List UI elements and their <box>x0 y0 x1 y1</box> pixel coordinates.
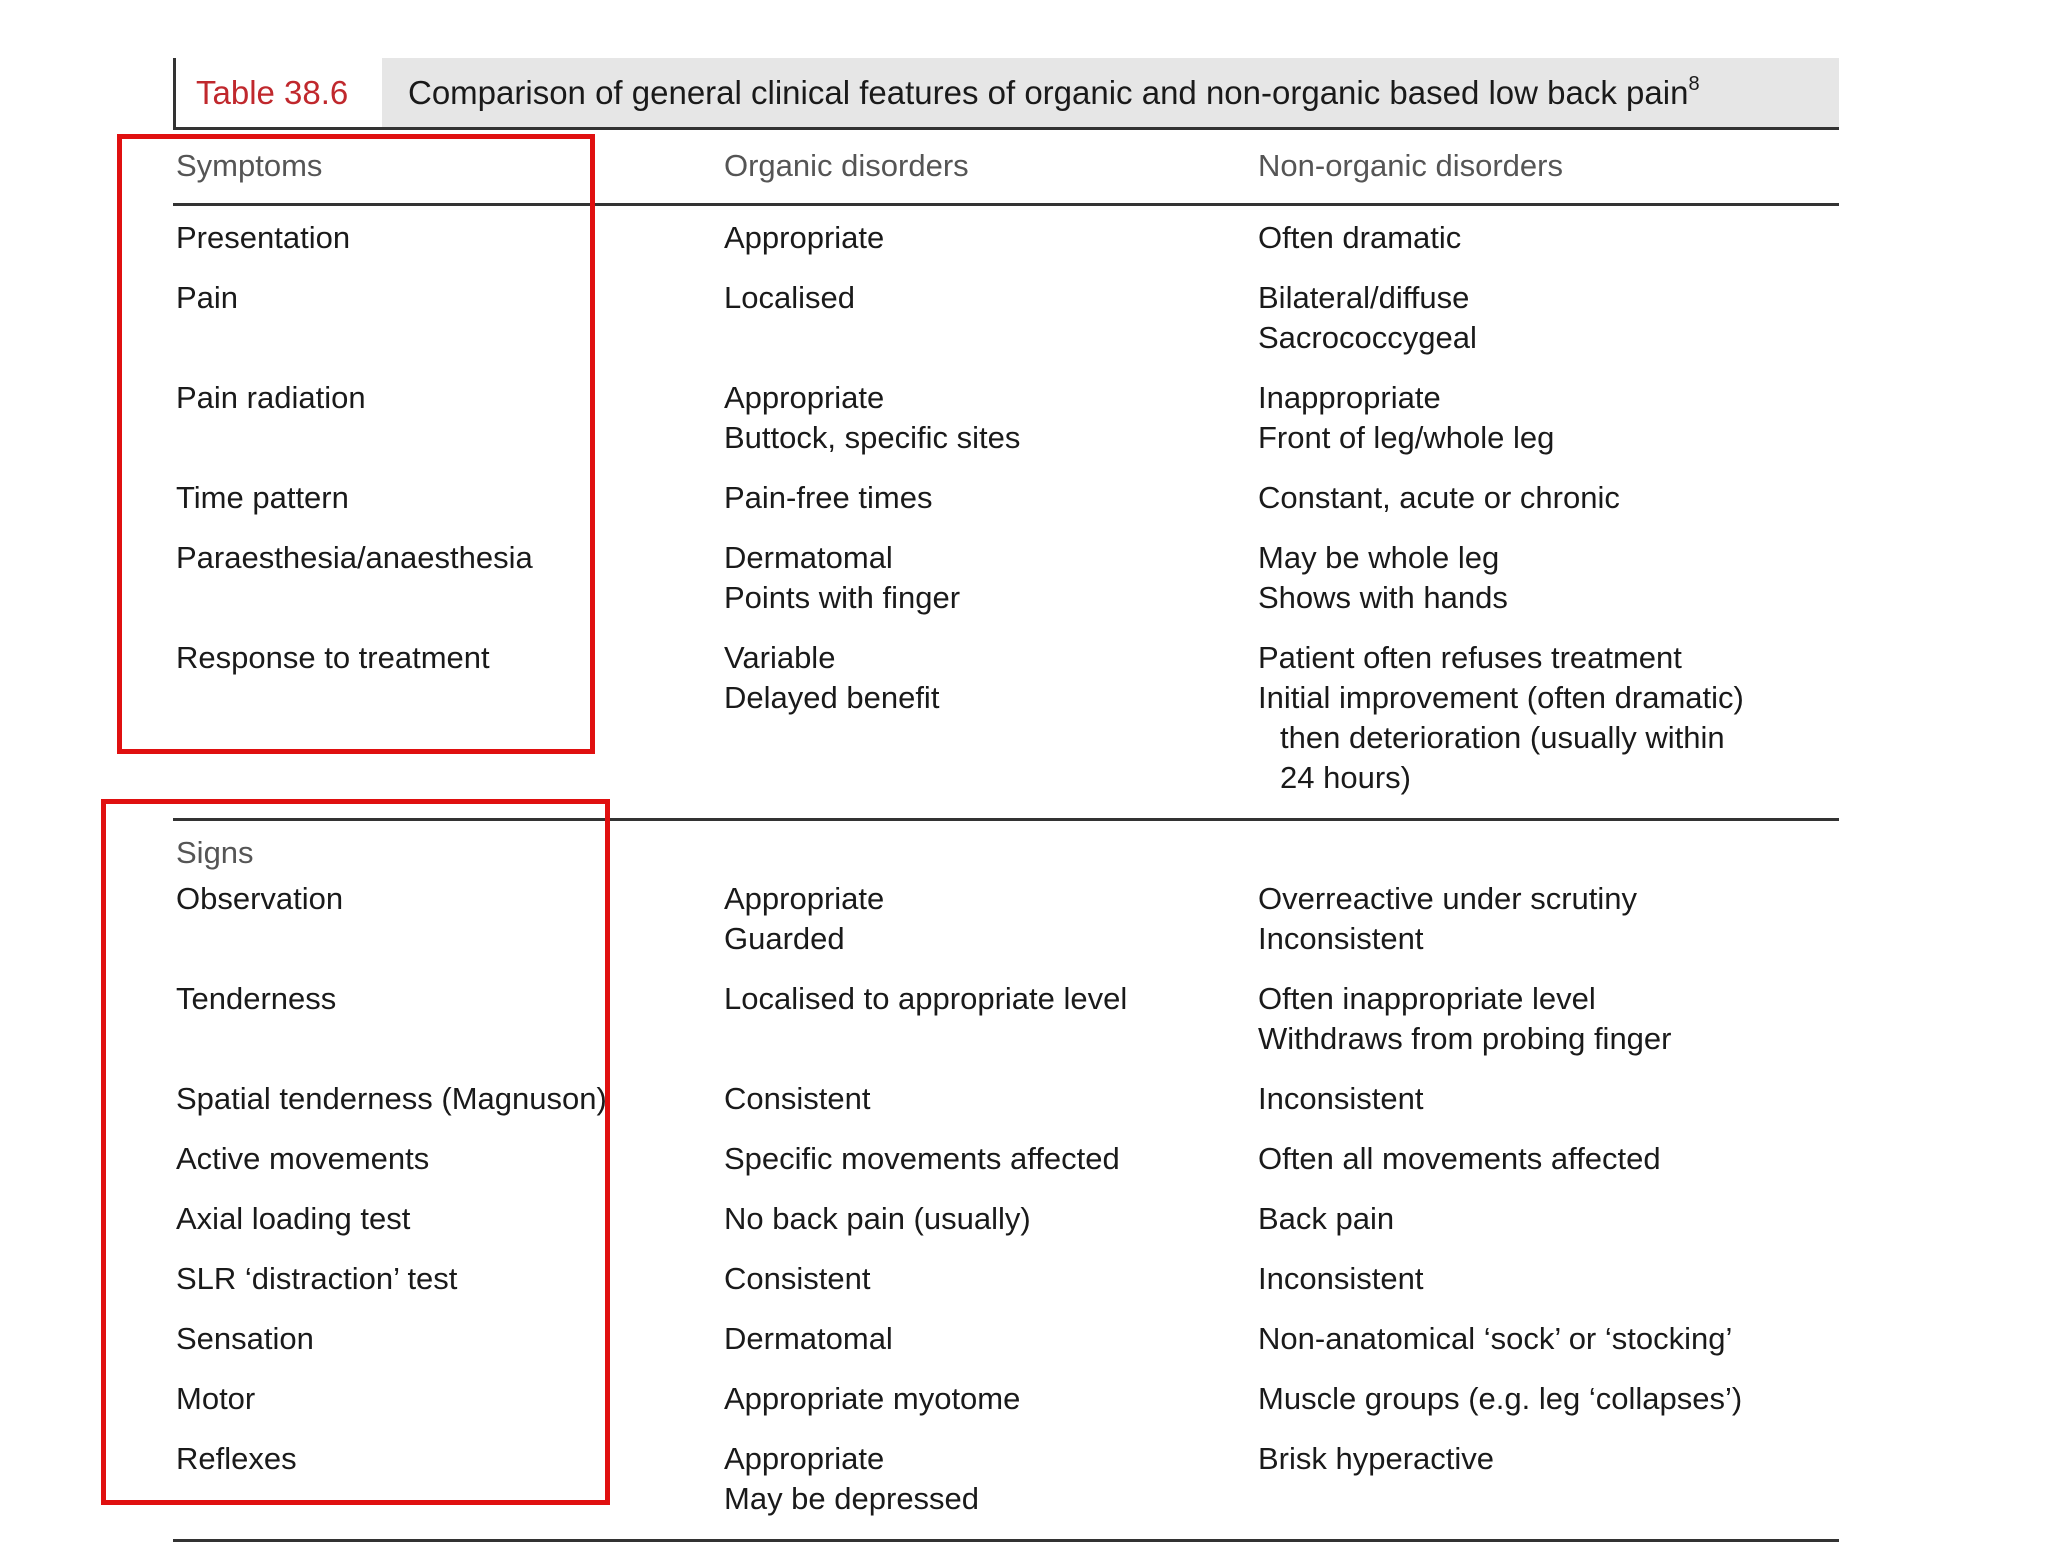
feature-cell: Observation <box>176 881 344 916</box>
table-row <box>173 278 1839 378</box>
organic-cell <box>724 1139 1120 1179</box>
nonorganic-cell <box>1258 979 1672 1059</box>
table-caption <box>173 58 1839 130</box>
table-row <box>173 1079 1839 1139</box>
feature-cell: Motor <box>176 1381 256 1416</box>
nonorganic-cell <box>1258 278 1477 358</box>
table-title-reference: 8 <box>1688 73 1700 95</box>
table-row <box>173 1259 1839 1319</box>
organic-cell <box>724 478 932 518</box>
cell-line: Buttock, specific sites <box>724 420 1021 455</box>
table-title-text: Comparison of general clinical features of organic and non-organic based low back pain <box>408 74 1689 111</box>
organic-cell <box>724 218 884 258</box>
nonorganic-cell <box>1258 538 1508 618</box>
organic-cell <box>724 278 855 318</box>
cell-line: Inconsistent <box>1258 1081 1424 1116</box>
cell-line: Delayed benefit <box>724 680 940 715</box>
table-row <box>173 1199 1839 1259</box>
table-row <box>173 1139 1839 1199</box>
nonorganic-cell <box>1258 1379 1742 1419</box>
symptoms-section <box>173 206 1839 821</box>
feature-cell: Spatial tenderness (Magnuson) <box>176 1081 607 1116</box>
signs-section-label: Signs <box>176 835 254 870</box>
cell-line: Overreactive under scrutiny <box>1258 881 1638 916</box>
feature-cell: Pain radiation <box>176 380 366 415</box>
clinical-features-table <box>173 58 1839 1542</box>
table-row <box>173 638 1839 818</box>
cell-line: Withdraws from probing finger <box>1258 1021 1672 1056</box>
feature-cell: Pain <box>176 280 239 315</box>
feature-cell: Tenderness <box>176 981 337 1016</box>
organic-cell <box>724 378 1020 458</box>
cell-line: Dermatomal <box>724 1321 893 1356</box>
cell-line: Back pain <box>1258 1201 1395 1236</box>
table-row <box>173 1319 1839 1379</box>
cell-line: Appropriate <box>724 220 885 255</box>
cell-line: Non-anatomical ‘sock’ or ‘stocking’ <box>1258 1321 1733 1356</box>
column-header-row <box>173 130 1839 206</box>
organic-cell <box>724 1079 870 1119</box>
nonorganic-cell <box>1258 218 1461 258</box>
table-title <box>408 58 1700 127</box>
cell-line: No back pain (usually) <box>724 1201 1031 1236</box>
cell-line: May be whole leg <box>1258 540 1500 575</box>
organic-cell <box>724 1379 1020 1419</box>
cell-line: then deterioration (usually within <box>1280 720 1725 755</box>
cell-line: Bilateral/diffuse <box>1258 280 1470 315</box>
nonorganic-cell <box>1258 1199 1394 1239</box>
nonorganic-cell <box>1258 1439 1494 1479</box>
nonorganic-cell <box>1258 1139 1661 1179</box>
cell-line: Sacrococcygeal <box>1258 320 1477 355</box>
cell-line: Localised to appropriate level <box>724 981 1128 1016</box>
signs-section <box>173 821 1839 1542</box>
table-row <box>173 538 1839 638</box>
cell-line: Inconsistent <box>1258 1261 1424 1296</box>
table-label: Table 38.6 <box>176 58 382 127</box>
column-header-symptoms: Symptoms <box>176 148 323 183</box>
cell-line: Variable <box>724 640 836 675</box>
table-row <box>173 1379 1839 1439</box>
feature-cell: Reflexes <box>176 1441 297 1476</box>
table-row <box>173 1439 1839 1539</box>
feature-cell: Presentation <box>176 220 351 255</box>
nonorganic-cell <box>1258 1259 1423 1299</box>
cell-line: Muscle groups (e.g. leg ‘collapses’) <box>1258 1381 1743 1416</box>
cell-line: Consistent <box>724 1081 871 1116</box>
cell-line: Appropriate <box>724 1441 885 1476</box>
cell-line: Consistent <box>724 1261 871 1296</box>
cell-line: Initial improvement (often dramatic) <box>1258 680 1744 715</box>
table-row <box>173 879 1839 979</box>
column-header-organic: Organic disorders <box>724 148 969 183</box>
feature-cell: Sensation <box>176 1321 314 1356</box>
section-label-row <box>173 821 1839 879</box>
organic-cell <box>724 979 1127 1019</box>
cell-line: Localised <box>724 280 855 315</box>
cell-line: Patient often refuses treatment <box>1258 640 1682 675</box>
feature-cell: SLR ‘distraction’ test <box>176 1261 458 1296</box>
cell-line: Constant, acute or chronic <box>1258 480 1620 515</box>
nonorganic-cell <box>1258 879 1637 959</box>
nonorganic-cell <box>1258 1319 1732 1359</box>
cell-line: Shows with hands <box>1258 580 1508 615</box>
cell-line: Often dramatic <box>1258 220 1462 255</box>
cell-line: Appropriate <box>724 380 885 415</box>
column-header-nonorganic: Non-organic disorders <box>1258 148 1563 183</box>
organic-cell <box>724 1199 1031 1239</box>
table-row <box>173 378 1839 478</box>
organic-cell <box>724 1319 893 1359</box>
cell-line: Appropriate myotome <box>724 1381 1021 1416</box>
cell-line: Guarded <box>724 921 845 956</box>
cell-line: Inappropriate <box>1258 380 1441 415</box>
nonorganic-cell <box>1258 478 1620 518</box>
feature-cell: Paraesthesia/anaesthesia <box>176 540 533 575</box>
cell-line: Inconsistent <box>1258 921 1424 956</box>
cell-line: Dermatomal <box>724 540 893 575</box>
nonorganic-cell <box>1258 378 1554 458</box>
cell-line: Pain-free times <box>724 480 933 515</box>
cell-line: 24 hours) <box>1280 760 1411 795</box>
organic-cell <box>724 538 960 618</box>
table-row <box>173 979 1839 1079</box>
organic-cell <box>724 1259 870 1299</box>
cell-line: Specific movements affected <box>724 1141 1120 1176</box>
feature-cell: Response to treatment <box>176 640 490 675</box>
feature-cell: Time pattern <box>176 480 349 515</box>
cell-line: Front of leg/whole leg <box>1258 420 1555 455</box>
table-row <box>173 478 1839 538</box>
nonorganic-cell <box>1258 1079 1423 1119</box>
organic-cell <box>724 638 939 718</box>
feature-cell: Active movements <box>176 1141 430 1176</box>
cell-line: May be depressed <box>724 1481 980 1516</box>
organic-cell <box>724 1439 979 1519</box>
cell-line: Brisk hyperactive <box>1258 1441 1495 1476</box>
cell-line: Often all movements affected <box>1258 1141 1661 1176</box>
feature-cell: Axial loading test <box>176 1201 411 1236</box>
nonorganic-cell <box>1258 638 1744 798</box>
cell-line: Often inappropriate level <box>1258 981 1596 1016</box>
table-row <box>173 218 1839 278</box>
cell-line: Appropriate <box>724 881 885 916</box>
organic-cell <box>724 879 884 959</box>
cell-line: Points with finger <box>724 580 961 615</box>
